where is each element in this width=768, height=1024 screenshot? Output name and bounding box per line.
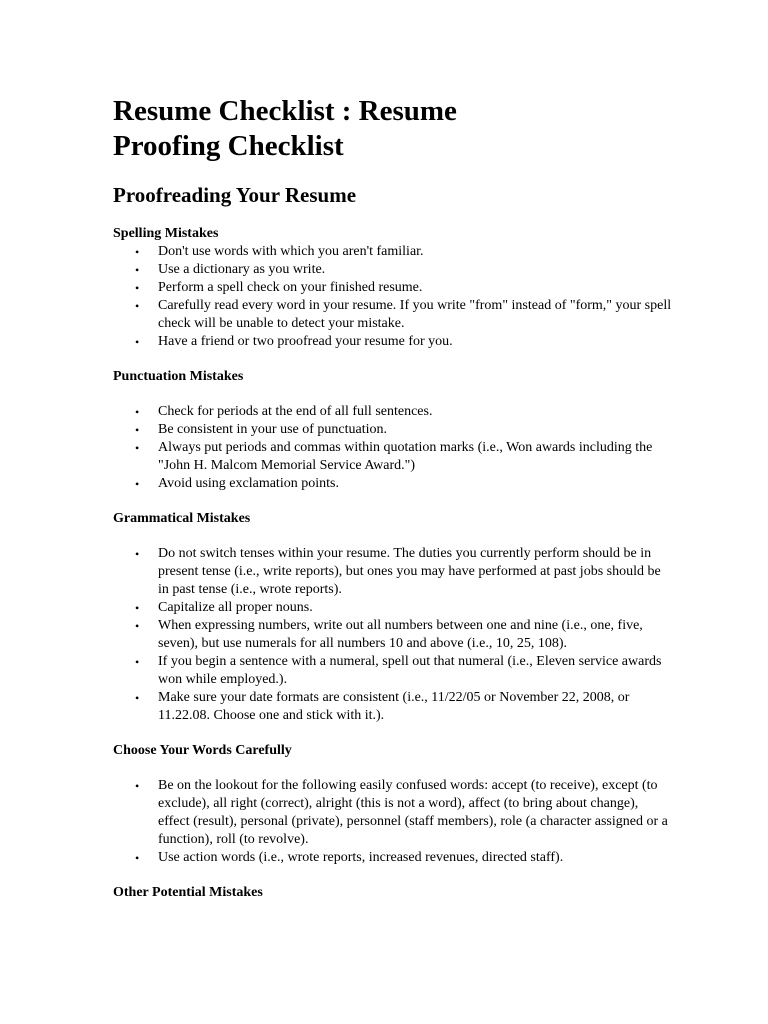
section-heading: Other Potential Mistakes — [113, 885, 263, 900]
section-choose-words-carefully — [113, 742, 673, 867]
list-item: • If you begin a sentence with a numeral, spell out that numeral (i.e., Eleven service awards won while employed.). — [113, 653, 673, 689]
page-title-line-2: Proofing Checklist — [113, 130, 344, 162]
list-item: • Have a friend or two proofread your resume for you. — [113, 333, 673, 351]
bullet-list — [113, 777, 673, 867]
list-item: • Use action words (i.e., wrote reports, increased revenues, directed staff). — [113, 849, 673, 867]
list-item: • Check for periods at the end of all full sentences. — [113, 403, 673, 421]
list-item: • Use a dictionary as you write. — [113, 261, 673, 279]
list-item: • Be consistent in your use of punctuation. — [113, 421, 673, 439]
section-other-potential-mistakes — [113, 884, 673, 902]
section-heading: Spelling Mistakes — [113, 226, 219, 241]
list-item: • Carefully read every word in your resume. If you write "from" instead of "form," your spell check will be unable to detect your mistake. — [113, 297, 673, 333]
document-page — [113, 94, 673, 902]
list-item: • Capitalize all proper nouns. — [113, 599, 673, 617]
bullet-list — [113, 403, 673, 493]
bullet-list — [113, 243, 673, 351]
section-heading: Punctuation Mistakes — [113, 369, 244, 384]
bullet-list — [113, 545, 673, 725]
page-subtitle: Proofreading Your Resume — [113, 183, 357, 207]
list-item: • Do not switch tenses within your resume. The duties you currently perform should be in present tense (i.e., write reports), but ones you may have performed at past jobs should be in past tense (i.e., wrote reports). — [113, 545, 673, 599]
page-title — [113, 94, 673, 164]
section-spelling-mistakes — [113, 225, 673, 351]
list-item: • Make sure your date formats are consistent (i.e., 11/22/05 or November 22, 2008, or 11.22.08. Choose one and stick with it.). — [113, 689, 673, 725]
list-item: • When expressing numbers, write out all numbers between one and nine (i.e., one, five, seven), but use numerals for all numbers 10 and above (i.e., 10, 25, 108). — [113, 617, 673, 653]
list-item: • Be on the lookout for the following easily confused words: accept (to receive), except (to exclude), all right (correct), alright (this is not a word), affect (to bring about change), effect (result), personal (private), personnel (staff members), role (a character assigned or a function), roll (to revolve). — [113, 777, 673, 849]
section-grammatical-mistakes — [113, 510, 673, 725]
section-heading: Choose Your Words Carefully — [113, 743, 292, 758]
section-punctuation-mistakes — [113, 368, 673, 493]
section-heading: Grammatical Mistakes — [113, 511, 251, 526]
list-item: • Perform a spell check on your finished resume. — [113, 279, 673, 297]
list-item: • Don't use words with which you aren't familiar. — [113, 243, 673, 261]
page-title-line-1: Resume Checklist : Resume — [113, 95, 457, 127]
list-item: • Always put periods and commas within quotation marks (i.e., Won awards including the "John H. Malcom Memorial Service Award.") — [113, 439, 673, 475]
list-item: • Avoid using exclamation points. — [113, 475, 673, 493]
